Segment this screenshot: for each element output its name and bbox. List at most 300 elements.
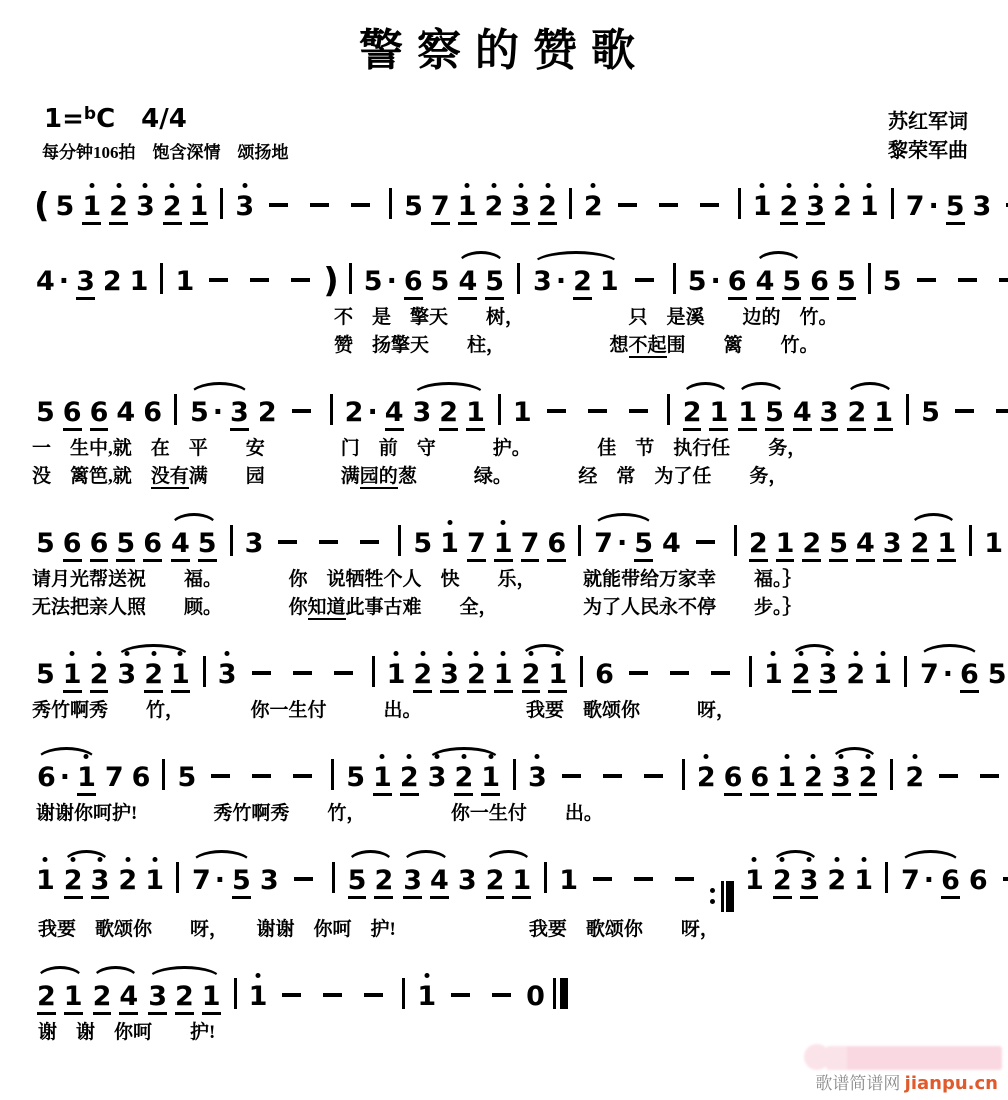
duration-dash (293, 671, 312, 675)
lyric-underline: 园的 (359, 466, 398, 487)
duration-dash (700, 203, 719, 207)
note: 2 (90, 660, 109, 693)
note: 6 (547, 529, 566, 562)
note: 6 (37, 762, 56, 793)
note: 2 (64, 866, 83, 899)
note: 1 (202, 982, 221, 1015)
final-barline (726, 881, 734, 912)
note: 6 (750, 763, 769, 796)
note: 1 (599, 266, 619, 297)
note: 3 (800, 866, 819, 899)
barline (498, 394, 501, 425)
note: 1 (548, 660, 567, 693)
barline (349, 263, 352, 294)
note: 1 (776, 529, 795, 562)
slur-group (408, 398, 490, 431)
barline (890, 759, 893, 790)
note: 5 (346, 762, 366, 793)
note: 1 (64, 982, 83, 1015)
duration-dash (492, 993, 511, 997)
note: 2 (486, 866, 505, 899)
note: 5 (687, 266, 707, 297)
barline (220, 188, 223, 219)
duration-dash (593, 877, 612, 881)
music-system (32, 508, 1003, 622)
lyrics-line: 请月光帮送祝 福。 你 说牺牲个人 快 乐， 就能带给万家幸 福。｝ (32, 569, 802, 590)
slur-group (589, 529, 658, 562)
note: 4 (36, 266, 55, 297)
barline (513, 759, 516, 790)
lyricist-credit: 苏红军词 (888, 111, 968, 133)
duration-dash (635, 278, 654, 282)
duration-dash (547, 409, 566, 413)
note: 2 (374, 866, 393, 899)
duration-dash (629, 671, 648, 675)
note: 5 (782, 267, 801, 300)
lyrics-line: 我要 歌颂你 呀， 谢谢 你呵 护! 我要 歌颂你 呀， (38, 918, 719, 940)
note: 7 (104, 762, 124, 793)
note: 2 (144, 660, 163, 693)
duration-dash (1003, 877, 1008, 881)
duration-dash (364, 993, 383, 997)
lyrics-line: 一 生中,就 在 平 安 门 前 守 护。 佳 节 执行任 务， (32, 438, 807, 459)
slur-group (88, 982, 144, 1015)
note: 5 (363, 266, 383, 297)
duration-dash (917, 278, 936, 282)
slur-group (453, 267, 509, 300)
note: 2 (573, 267, 592, 300)
augmentation-dot: · (386, 266, 397, 297)
note: 2 (802, 529, 821, 562)
note: 2 (257, 397, 277, 428)
meta-row-top (32, 104, 976, 134)
barline (569, 188, 572, 219)
slur-group (423, 763, 505, 796)
slur-group (166, 529, 222, 562)
notation-line (32, 508, 1003, 566)
note: 3 (528, 762, 547, 793)
slur-group (842, 398, 898, 431)
duration-dash (629, 409, 648, 413)
lyric-underline: 不起 (628, 335, 667, 356)
note: 1 (745, 865, 764, 896)
duration-dash (310, 203, 329, 207)
note: 6 (941, 866, 960, 899)
note: 3 (259, 865, 279, 896)
score (32, 171, 1007, 1047)
lyric-underline: 知道 (307, 597, 346, 618)
slur-group (185, 398, 254, 431)
note: 1 (512, 397, 532, 428)
barline (160, 263, 163, 294)
barline (517, 263, 520, 294)
note: 5 (116, 529, 135, 562)
notation-line (32, 639, 1007, 697)
note: 1 (171, 660, 190, 693)
note: 1 (752, 191, 772, 222)
barline (174, 394, 177, 425)
duration-dash (675, 877, 694, 881)
augmentation-dot: · (212, 397, 224, 428)
note: 2 (467, 660, 486, 693)
note: 6 (63, 529, 82, 562)
note: 2 (905, 762, 925, 793)
duration-dash (292, 409, 311, 413)
music-system (32, 961, 976, 1047)
note: 5 (55, 191, 75, 222)
note: 3 (819, 660, 838, 693)
augmentation-dot: · (942, 659, 953, 690)
note: 6 (63, 398, 82, 431)
note: 1 (190, 192, 209, 225)
slur-group (59, 866, 115, 899)
note: 4 (171, 529, 190, 562)
note: 2 (163, 192, 182, 225)
note: 2 (400, 763, 419, 796)
duration-dash (293, 774, 312, 778)
barline (734, 525, 737, 556)
slur-group (32, 763, 101, 796)
lyrics-line: 无法把亲人照 顾。 你知道此事古难 全， 为了人民永不停 步。｝ (32, 597, 802, 618)
note: 7 (905, 191, 925, 222)
note: 4 (116, 397, 136, 428)
note: 7 (901, 865, 920, 896)
note: 1 (373, 763, 392, 796)
duration-dash (252, 671, 271, 675)
note: 2 (804, 763, 823, 796)
note: 3 (457, 865, 477, 896)
barline (398, 525, 401, 556)
slur-group (827, 763, 883, 796)
note: 2 (538, 192, 557, 225)
duration-dash (209, 278, 228, 282)
duration-dash (319, 540, 338, 544)
slur-group (528, 267, 624, 300)
duration-dash (939, 774, 958, 778)
music-system (32, 639, 1007, 725)
song-title: 警察的赞歌 (359, 25, 649, 76)
repeat-barline (710, 881, 736, 912)
lyrics-line: 谢谢你呵护! 秀竹啊秀 竹， 你一生付 出。 (36, 803, 603, 824)
note: 5 (837, 267, 856, 300)
barline (372, 656, 375, 687)
duration-dash (644, 774, 663, 778)
duration-dash (711, 671, 730, 675)
note: 5 (36, 397, 55, 428)
note: 1 (129, 266, 149, 297)
note: 1 (458, 192, 477, 225)
duration-dash (562, 774, 581, 778)
duration-dash (211, 774, 230, 778)
duration-dash (278, 540, 297, 544)
note: 1 (494, 529, 513, 562)
barline (738, 188, 741, 219)
note: 6 (90, 398, 109, 431)
augmentation-dot: · (923, 865, 935, 896)
slur-group (896, 866, 965, 899)
duration-dash (588, 409, 607, 413)
note: 5 (921, 397, 940, 428)
note: 1 (481, 763, 500, 796)
note: 2 (583, 191, 603, 222)
duration-dash (618, 203, 637, 207)
note: 3 (148, 982, 167, 1015)
note: 3 (403, 866, 422, 899)
repeat-dots (710, 888, 715, 904)
repeat-dot (710, 899, 715, 904)
rest: 0 (526, 980, 545, 1012)
music-system (32, 742, 976, 828)
note: 2 (911, 529, 930, 562)
duration-dash (294, 877, 313, 881)
note: 5 (946, 192, 965, 225)
note: 1 (466, 398, 485, 431)
augmentation-dot: · (214, 865, 226, 896)
note: 1 (494, 660, 513, 693)
note: 5 (987, 659, 1007, 690)
barline (578, 525, 581, 556)
composer-credit: 黎荣军曲 (888, 140, 968, 162)
note: 1 (738, 398, 757, 431)
note: 5 (404, 191, 423, 222)
note: 2 (484, 191, 504, 222)
note: 3 (217, 659, 237, 690)
duration-dash (451, 993, 470, 997)
duration-dash (351, 203, 370, 207)
final-barline (553, 978, 568, 1009)
repeat-dot (710, 888, 715, 893)
music-system (32, 845, 988, 944)
watermark-site-name: 歌谱简谱网 (815, 1074, 901, 1093)
note: 3 (883, 529, 902, 562)
note: 5 (430, 266, 450, 297)
key-signature (32, 104, 187, 134)
notation-line (32, 171, 992, 229)
note: 2 (175, 982, 194, 1015)
note: 5 (177, 762, 197, 793)
note: 1 (145, 865, 164, 896)
note: 1 (36, 865, 55, 896)
note: 3 (76, 267, 95, 300)
note: 6 (404, 267, 423, 300)
note: 6 (143, 397, 162, 428)
note: 2 (109, 192, 128, 225)
duration-dash (659, 203, 678, 207)
paren: ( (34, 186, 50, 226)
slur-group (112, 660, 194, 693)
note: 3 (412, 397, 432, 428)
note: 2 (413, 660, 432, 693)
time-signature: 4/4 (141, 104, 187, 134)
duration-dash (670, 671, 689, 675)
slur-group (906, 529, 962, 562)
note: 6 (131, 762, 151, 793)
barline (749, 656, 752, 687)
note: 3 (230, 398, 249, 431)
duration-dash (291, 278, 310, 282)
note: 2 (846, 659, 866, 690)
note: 2 (37, 982, 56, 1015)
lyric-underline: 没有 (150, 466, 189, 487)
note: 1 (386, 659, 406, 690)
duration-dash (269, 203, 288, 207)
note: 1 (984, 528, 1003, 559)
note: 5 (634, 529, 653, 562)
note: 4 (856, 529, 875, 562)
note: 2 (522, 660, 541, 693)
tempo-expression: 每分钟106拍 饱含深情 颂扬地 (42, 143, 289, 162)
duration-dash (999, 278, 1008, 282)
duration-dash (958, 278, 977, 282)
note: 1 (63, 660, 82, 693)
lyrics-line: 谢 谢 你呵 护! (38, 1021, 216, 1043)
note: 6 (728, 267, 747, 300)
barline (402, 978, 405, 1009)
augmentation-dot: · (928, 191, 939, 222)
note: 2 (683, 398, 702, 431)
barline (906, 394, 909, 425)
augmentation-dot: · (367, 397, 378, 428)
note: 1 (512, 866, 531, 899)
note: 2 (773, 866, 792, 899)
note: 1 (873, 659, 892, 690)
note: 3 (427, 762, 447, 793)
note: 2 (847, 398, 866, 431)
barline (868, 263, 871, 294)
watermark-stamp (826, 1046, 1002, 1070)
note: 7 (521, 529, 540, 562)
note: 1 (175, 266, 195, 297)
note: 3 (91, 866, 110, 899)
slur-group (787, 660, 843, 693)
duration-dash (634, 877, 653, 881)
note: 5 (232, 866, 251, 899)
note: 5 (36, 659, 55, 690)
flat-sign: b (83, 104, 97, 124)
note: 7 (431, 192, 450, 225)
notation-line (32, 377, 976, 435)
slur-group (481, 866, 537, 899)
note: 2 (827, 865, 847, 896)
note: 4 (458, 267, 477, 300)
note: 3 (135, 191, 155, 222)
note: 7 (919, 659, 939, 690)
slur-group (143, 982, 225, 1015)
note: 1 (709, 398, 728, 431)
barline (673, 263, 676, 294)
meta-row-bottom (32, 134, 976, 163)
slur-group (915, 660, 984, 693)
note: 2 (118, 865, 138, 896)
note: 5 (198, 529, 217, 562)
note: 1 (777, 763, 796, 796)
note: 3 (511, 192, 530, 225)
note: 5 (765, 398, 784, 431)
note: 6 (90, 529, 109, 562)
note: 2 (454, 763, 473, 796)
note: 6 (810, 267, 829, 300)
note: 7 (467, 529, 486, 562)
barline (721, 881, 724, 912)
note: 4 (119, 982, 138, 1015)
duration-dash (334, 671, 353, 675)
note: 1 (763, 659, 783, 690)
notation-line (32, 742, 976, 800)
watermark-domain: jianpu.cn (904, 1073, 998, 1094)
note: 1 (440, 528, 459, 559)
slur-group (733, 398, 789, 431)
note: 1 (854, 865, 873, 896)
note: 2 (792, 660, 811, 693)
note: 6 (968, 865, 988, 896)
barline (682, 759, 685, 790)
duration-dash (996, 409, 1008, 413)
duration-dash (603, 774, 622, 778)
duration-dash (955, 409, 974, 413)
barline (332, 862, 335, 893)
note: 4 (662, 528, 681, 559)
paren: ) (323, 261, 339, 301)
note: 5 (485, 267, 504, 300)
note: 1 (874, 398, 893, 431)
augmentation-dot: · (616, 528, 628, 559)
note: 3 (440, 660, 459, 693)
note: 2 (696, 762, 716, 793)
note: 3 (832, 763, 851, 796)
lyrics-line: 不 是 擎天 树， 只 是溪 边的 竹。 (334, 307, 838, 328)
barline (203, 656, 206, 687)
note: 3 (117, 659, 137, 690)
slur-group (768, 866, 824, 899)
augmentation-dot: · (59, 762, 71, 793)
note: 1 (937, 529, 956, 562)
barline (580, 656, 583, 687)
note: 2 (102, 266, 122, 297)
duration-dash (360, 540, 379, 544)
note: 3 (820, 398, 839, 431)
barline (234, 978, 237, 1009)
note: 6 (724, 763, 743, 796)
note: 2 (93, 982, 112, 1015)
note: 1 (248, 980, 268, 1012)
note: 3 (235, 191, 255, 222)
watermark (815, 1069, 998, 1094)
barline (162, 759, 165, 790)
barline (885, 862, 888, 893)
barline (667, 394, 670, 425)
note: 5 (882, 266, 902, 297)
music-system (32, 246, 976, 360)
barline (331, 759, 334, 790)
note: 5 (36, 528, 55, 559)
note: 4 (793, 398, 812, 431)
note: 1 (859, 191, 879, 222)
notation-line (32, 961, 976, 1019)
note: 6 (595, 659, 614, 690)
note: 5 (189, 397, 209, 428)
note: 5 (829, 529, 848, 562)
note: 2 (749, 529, 768, 562)
lyrics-line: 秀竹啊秀 竹， 你一生付 出。 我要 歌颂你 呀， (32, 700, 736, 721)
note: 2 (344, 397, 364, 428)
barline (389, 188, 392, 219)
slur-group (187, 866, 256, 899)
note: 2 (780, 192, 799, 225)
duration-dash (252, 774, 271, 778)
barline (969, 525, 972, 556)
music-system (32, 377, 976, 491)
lyrics-line: 赞 扬擎天 柱， 想不起围 篱 竹。 (334, 335, 819, 356)
